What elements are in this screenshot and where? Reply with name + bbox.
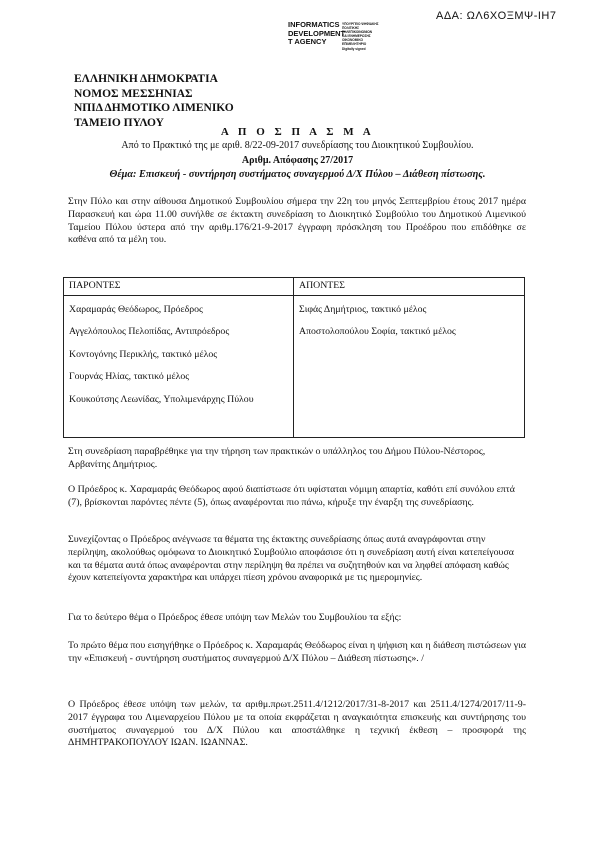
second-item-paragraph: Για το δεύτερο θέμα ο Πρόεδρος έθεσε υπόψη των Μελών του Συμβουλίου τα εξής: bbox=[68, 612, 402, 623]
quorum-paragraph: Ο Πρόεδρος κ. Χαραμαράς Θεόδωρος αφού διαπίστωσε ότι υφίσταται νόμιμη απαρτία, καθότι επί συνόλου επτά (7), βρίσκονται παρόντες πέντε (5), όπως αναφέρονται πιο πάνω, κήρυξε την έναρξη της συνεδρίασης. bbox=[68, 484, 515, 508]
logo-line: T AGENCY bbox=[288, 37, 327, 47]
digital-signature-stamp bbox=[342, 22, 382, 51]
stamp-line: ΥΠΟΥΡΓΕΙΟ ΨΗΦΙΑΚΗΣ bbox=[342, 22, 379, 26]
urgent-session-paragraph: Συνεχίζοντας ο Πρόεδρος ανέγνωσε τα θέματα της έκτακτης συνεδρίασης όπως αυτά αναγράφονται στην περίληψη, ακολούθως ομόφωνα το Διοικητικό Συμβούλιο αποφάσισε ότι η συνεδρίαση αυτή είναι κατεπείγουσα και τα θέματα αυτά όπως αναφέρονται στην περίληψη θα πρέπει να συζητηθούν και να ληφθεί απόφαση καθώς έχουν κατεπείγοντα χαρακτήρα και υπάρχει πίεση χρόνου αναφορικά με τις ημερομηνίες. bbox=[68, 534, 514, 584]
attendance-body-row bbox=[64, 296, 524, 438]
absent-header: ΑΠΟΝΤΕΣ bbox=[299, 280, 345, 291]
agency-logo bbox=[288, 21, 345, 47]
stamp-line: ΟΙΚΟΝΟΜΙΚΟ bbox=[342, 38, 363, 43]
stamp-line: ΤΗΛΕΠΙΚΟΙΝΩΝΙΩΝ bbox=[342, 30, 373, 35]
stamp-line: Digitally signed bbox=[342, 46, 366, 51]
present-header: ΠΑΡΟΝΤΕΣ bbox=[64, 278, 294, 295]
logo-line: DEVELOPMENT bbox=[288, 28, 346, 38]
ada-code: ΑΔΑ: ΩΛ6ΧΟΞΜΨ-ΙΗ7 bbox=[436, 10, 557, 22]
absent-member: Σιφάς Δημήτριος, τακτικό μέλος bbox=[299, 304, 427, 315]
header-country: ΕΛΛΗΝΙΚΗ ΔΗΜΟΚΡΑΤΙΑ bbox=[74, 73, 218, 85]
absent-column bbox=[294, 296, 524, 438]
present-member: Γουρνάς Ηλίας, τακτικό μέλος bbox=[69, 371, 190, 383]
first-item-paragraph: Το πρώτο θέμα που εισηγήθηκε ο Πρόεδρος κ. Χαραμαράς Θεόδωρος είναι η ψήφιση και η διάθεση πιστώσεων για την «Επισκευή - συντήρηση συστήματος συναγερμού Δ/Χ Πύλου – Διάθεση πίστωσης». / bbox=[68, 640, 526, 664]
header-fund: ΤΑΜΕΙΟ ΠΥΛΟΥ bbox=[74, 116, 164, 129]
subject-line: Θέμα: Επισκευή - συντήρηση συστήματος συναγερμού Δ/Χ Πύλου – Διάθεση πίστωσης. bbox=[109, 169, 486, 180]
stamp-line: ΠΟΛΙΤΙΚΗΣ bbox=[342, 26, 360, 31]
secretary-paragraph: Στη συνεδρίαση παραβρέθηκε για την τήρηση των πρακτικών ο υπάλληλος του Δήμου Πύλου-Νέστορος, Αρβανίτης Δημήτριος. bbox=[68, 446, 486, 470]
present-member: Χαραμαράς Θεόδωρος, Πρόεδρος bbox=[69, 304, 203, 315]
present-member: Κοντογόνης Περικλής, τακτικό μέλος bbox=[69, 348, 218, 360]
issuer-header bbox=[74, 72, 234, 130]
attendance-table bbox=[63, 277, 525, 438]
present-member: Αγγελόπουλος Πελοπίδας, Αντιπρόεδρος bbox=[69, 326, 230, 338]
documents-paragraph: Ο Πρόεδρος έθεσε υπόψη των μελών, τα αριθμ.πρωτ.2511.4/1212/2017/31-8-2017 και 2511.4/1274/2017/11-9-2017 έγγραφα του Λιμεναρχείου Πύλου με τα οποία εκφράζεται η αναγκαιότητα επισκευής και συντήρησης του συστήματος συναγερμού του Δ/Χ Πύλου και αποστάλθηκε η τεχνική έκθεση – προσφορά της ΔΗΜΗΤΡΑΚΟΠΟΥΛΟΥ ΙΩΑΝ. ΙΩΑΝΝΑΣ. bbox=[68, 699, 526, 749]
present-column bbox=[64, 296, 294, 438]
stamp-line: ΚΑΙ ΕΝΗΜΕΡΩΣΗΣ bbox=[342, 34, 371, 39]
document-title: Α Π Ο Σ Π Α Σ Μ Α bbox=[220, 126, 375, 138]
minutes-reference: Από το Πρακτικό της με αριθ. 8/22-09-2017 συνεδρίασης του Διοικητικού Συμβουλίου. bbox=[121, 140, 474, 151]
header-prefecture: ΝΟΜΟΣ ΜΕΣΣΗΝΙΑΣ bbox=[74, 87, 193, 100]
intro-paragraph: Στην Πύλο και στην αίθουσα Δημοτικού Συμβουλίου σήμερα την 22η του μηνός Σεπτεμβρίου έτους 2017 ημέρα Παρασκευή και ώρα 11.00 συνήλθε σε έκτακτη συνεδρίαση το Διοικητικό Συμβούλιο του Δημοτικού Λιμενικού Ταμείου Πύλου ύστερα από την αριθμ.176/21-9-2017 έγγραφη πρόσκληση του Προέδρου που επιδόθηκε σε καθένα από τα μέλη του. bbox=[68, 196, 526, 246]
header-entity: ΝΠΙΔ ΔΗΜΟΤΙΚΟ ΛΙΜΕΝΙΚΟ bbox=[74, 102, 234, 115]
attendance-header-row bbox=[64, 278, 524, 296]
absent-member: Αποστολοπούλου Σοφία, τακτικό μέλος bbox=[299, 326, 456, 338]
stamp-line: ΕΠΙΜΕΛΗΤΗΡΙΟ bbox=[342, 42, 367, 47]
decision-number: Αριθμ. Απόφασης 27/2017 bbox=[241, 155, 354, 166]
logo-line: INFORMATICS bbox=[288, 20, 340, 29]
present-member: Κουκούτσης Λεωνίδας, Υπολιμενάρχης Πύλου bbox=[69, 393, 254, 405]
